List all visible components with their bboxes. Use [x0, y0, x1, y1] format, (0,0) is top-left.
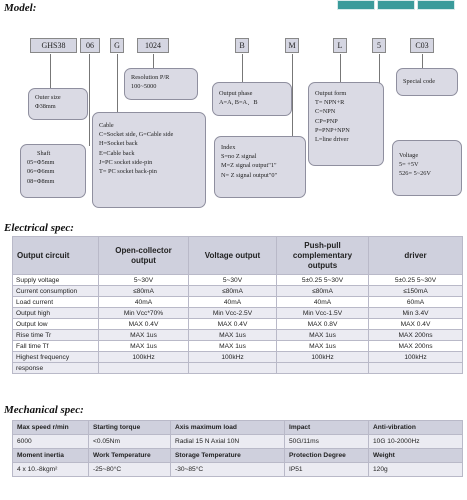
- row-label: Highest frequency: [13, 352, 99, 363]
- table-cell: MAX 0.4V: [369, 319, 463, 330]
- output-form-bubble: [308, 82, 384, 166]
- table-cell: 6000: [13, 435, 89, 449]
- table-row: [13, 286, 463, 297]
- connector: [242, 54, 243, 84]
- voltage-option: 5= +5V: [399, 161, 419, 169]
- connector: [292, 54, 293, 138]
- code-cable: G: [110, 38, 124, 53]
- cable-label: Cable: [99, 122, 114, 129]
- table-row: [13, 308, 463, 319]
- table-header-row: [13, 237, 463, 275]
- table-cell: ≤80mA: [189, 286, 277, 297]
- table-header-row: [13, 449, 463, 463]
- table-cell: ≤80mA: [99, 286, 189, 297]
- table-cell: [369, 363, 463, 374]
- outer-size-value: Φ38mm: [35, 103, 56, 111]
- output-phase-bubble: [212, 82, 292, 116]
- output-phase-value: A=A, B=A、B: [219, 99, 258, 107]
- table-cell: MAX 1us: [189, 341, 277, 352]
- index-label: Index: [221, 144, 236, 151]
- row-label: Load current: [13, 297, 99, 308]
- output-form-option: T= NPN+R: [315, 99, 345, 107]
- cable-option: C=Socket side, G=Cable side: [99, 131, 174, 139]
- table-cell: 40mA: [99, 297, 189, 308]
- table-cell: 5~30V: [189, 275, 277, 286]
- model-title: Model:: [4, 2, 37, 14]
- table-cell: 120g: [369, 463, 463, 477]
- table-cell: MAX 0.8V: [277, 319, 369, 330]
- table-row: [13, 463, 463, 477]
- outer-size-bubble: [28, 88, 88, 120]
- output-form-option: C=NPN: [315, 108, 336, 116]
- table-cell: 40mA: [189, 297, 277, 308]
- table-cell: 60mA: [369, 297, 463, 308]
- connector: [117, 54, 118, 114]
- voltage-bubble: [392, 140, 462, 196]
- table-cell: MAX 1us: [277, 330, 369, 341]
- table-cell: -30~85°C: [171, 463, 285, 477]
- table-cell: 10G 10-2000Hz: [369, 435, 463, 449]
- code-shaft: 06: [80, 38, 100, 53]
- cable-option: J=PC socket side-pin: [99, 158, 153, 166]
- code-special: C03: [410, 38, 434, 53]
- table-row: [13, 330, 463, 341]
- brand-tab: [377, 0, 415, 10]
- shaft-option: 06=Φ6mm: [27, 168, 55, 176]
- table-cell: Protection Degree: [285, 449, 369, 463]
- cable-option: T= PC socket back-pin: [99, 168, 157, 176]
- outer-size-label: Outer size: [35, 94, 61, 101]
- resolution-value: 100~5000: [131, 83, 157, 91]
- table-cell: Moment inertia: [13, 449, 89, 463]
- table-row: [13, 275, 463, 286]
- special-code-label: Special code: [403, 78, 435, 85]
- shaft-bubble: [20, 144, 86, 198]
- table-cell: 5±0.25 5~30V: [277, 275, 369, 286]
- connector: [340, 54, 341, 84]
- code-phase: B: [235, 38, 249, 53]
- table-row: [13, 341, 463, 352]
- table-row: [13, 297, 463, 308]
- table-cell: Min Vcc-2.5V: [189, 308, 277, 319]
- code-output-form: L: [333, 38, 347, 53]
- column-header: driver: [369, 237, 463, 275]
- table-cell: [189, 363, 277, 374]
- index-bubble: [214, 136, 306, 198]
- table-cell: Min Vcc*70%: [99, 308, 189, 319]
- table-cell: 100kHz: [369, 352, 463, 363]
- row-label: Current consumption: [13, 286, 99, 297]
- shaft-label: Shaft: [37, 150, 51, 157]
- table-row: [13, 319, 463, 330]
- resolution-label: Resolution P/R: [131, 74, 170, 81]
- row-label: response: [13, 363, 99, 374]
- cable-option: E=Cable back: [99, 149, 135, 157]
- table-cell: IP51: [285, 463, 369, 477]
- table-cell: MAX 1us: [99, 341, 189, 352]
- row-label: Rise time Tr: [13, 330, 99, 341]
- column-header: Output circuit: [13, 237, 99, 275]
- table-cell: MAX 1us: [277, 341, 369, 352]
- table-cell: MAX 0.4V: [189, 319, 277, 330]
- brand-tab: [337, 0, 375, 10]
- row-label: Supply voltage: [13, 275, 99, 286]
- brand-tab: [417, 0, 455, 10]
- brand-header: [0, 0, 467, 16]
- table-cell: Min 3.4V: [369, 308, 463, 319]
- table-cell: ≤80mA: [277, 286, 369, 297]
- table-cell: MAX 1us: [99, 330, 189, 341]
- table-cell: 5±0.25 5~30V: [369, 275, 463, 286]
- table-row: [13, 352, 463, 363]
- electrical-title: Electrical spec:: [4, 222, 74, 234]
- table-cell: Storage Temperature: [171, 449, 285, 463]
- output-form-option: CP=PNP: [315, 117, 338, 125]
- table-cell: 50G/11ms: [285, 435, 369, 449]
- table-cell: Max speed r/min: [13, 421, 89, 435]
- table-cell: MAX 1us: [189, 330, 277, 341]
- code-resolution: 1024: [137, 38, 169, 53]
- table-cell: Radial 15 N Axial 10N: [171, 435, 285, 449]
- table-cell: 100kHz: [277, 352, 369, 363]
- table-cell: 100kHz: [99, 352, 189, 363]
- output-form-option: L=line driver: [315, 136, 349, 144]
- connector: [50, 54, 51, 90]
- table-cell: [99, 363, 189, 374]
- voltage-label: Voltage: [399, 152, 419, 159]
- table-cell: Work Temperature: [89, 449, 171, 463]
- column-header: Voltage output: [189, 237, 277, 275]
- cable-bubble: [92, 112, 206, 208]
- code-index: M: [285, 38, 299, 53]
- table-cell: Axis maximum load: [171, 421, 285, 435]
- table-cell: Weight: [369, 449, 463, 463]
- table-cell: -25~80°C: [89, 463, 171, 477]
- connector: [89, 54, 90, 146]
- mechanical-spec-table: [12, 420, 463, 477]
- index-option: S=no Z signal: [221, 153, 257, 161]
- table-header-row: [13, 421, 463, 435]
- table-cell: <0.05Nm: [89, 435, 171, 449]
- table-cell: 40mA: [277, 297, 369, 308]
- index-option: M=Z signal output"1": [221, 162, 277, 170]
- table-cell: MAX 0.4V: [99, 319, 189, 330]
- row-label: Output low: [13, 319, 99, 330]
- special-code-bubble: [396, 68, 458, 96]
- shaft-option: 05=Φ5mm: [27, 159, 55, 167]
- column-header: Open-collector output: [99, 237, 189, 275]
- code-voltage: 5: [372, 38, 386, 53]
- table-cell: [277, 363, 369, 374]
- table-cell: MAX 200ns: [369, 341, 463, 352]
- row-label: Fall time Tf: [13, 341, 99, 352]
- voltage-option: 526= 5~26V: [399, 170, 431, 178]
- row-label: Output high: [13, 308, 99, 319]
- cable-option: H=Socket back: [99, 140, 138, 148]
- mechanical-title: Mechanical spec:: [4, 404, 84, 416]
- table-cell: Anti-vibration: [369, 421, 463, 435]
- table-cell: 100kHz: [189, 352, 277, 363]
- table-cell: Impact: [285, 421, 369, 435]
- table-cell: ≤150mA: [369, 286, 463, 297]
- output-form-label: Output form: [315, 90, 347, 97]
- code-ghs38: GHS38: [30, 38, 77, 53]
- table-cell: Min Vcc-1.5V: [277, 308, 369, 319]
- output-phase-label: Output phase: [219, 90, 253, 97]
- column-header: Push-pull complementary outputs: [277, 237, 369, 275]
- shaft-option: 08=Φ8mm: [27, 177, 55, 185]
- table-row: [13, 435, 463, 449]
- output-form-option: P=PNP+NPN: [315, 126, 350, 134]
- table-cell: Starting torque: [89, 421, 171, 435]
- table-cell: MAX 200ns: [369, 330, 463, 341]
- electrical-spec-table: [12, 236, 463, 374]
- brand-tabs: [337, 0, 455, 10]
- table-cell: 5~30V: [99, 275, 189, 286]
- table-cell: 4 x 10.-8kgm²: [13, 463, 89, 477]
- table-row: [13, 363, 463, 374]
- resolution-bubble: [124, 68, 198, 100]
- index-option: N= Z signal output"0": [221, 171, 278, 179]
